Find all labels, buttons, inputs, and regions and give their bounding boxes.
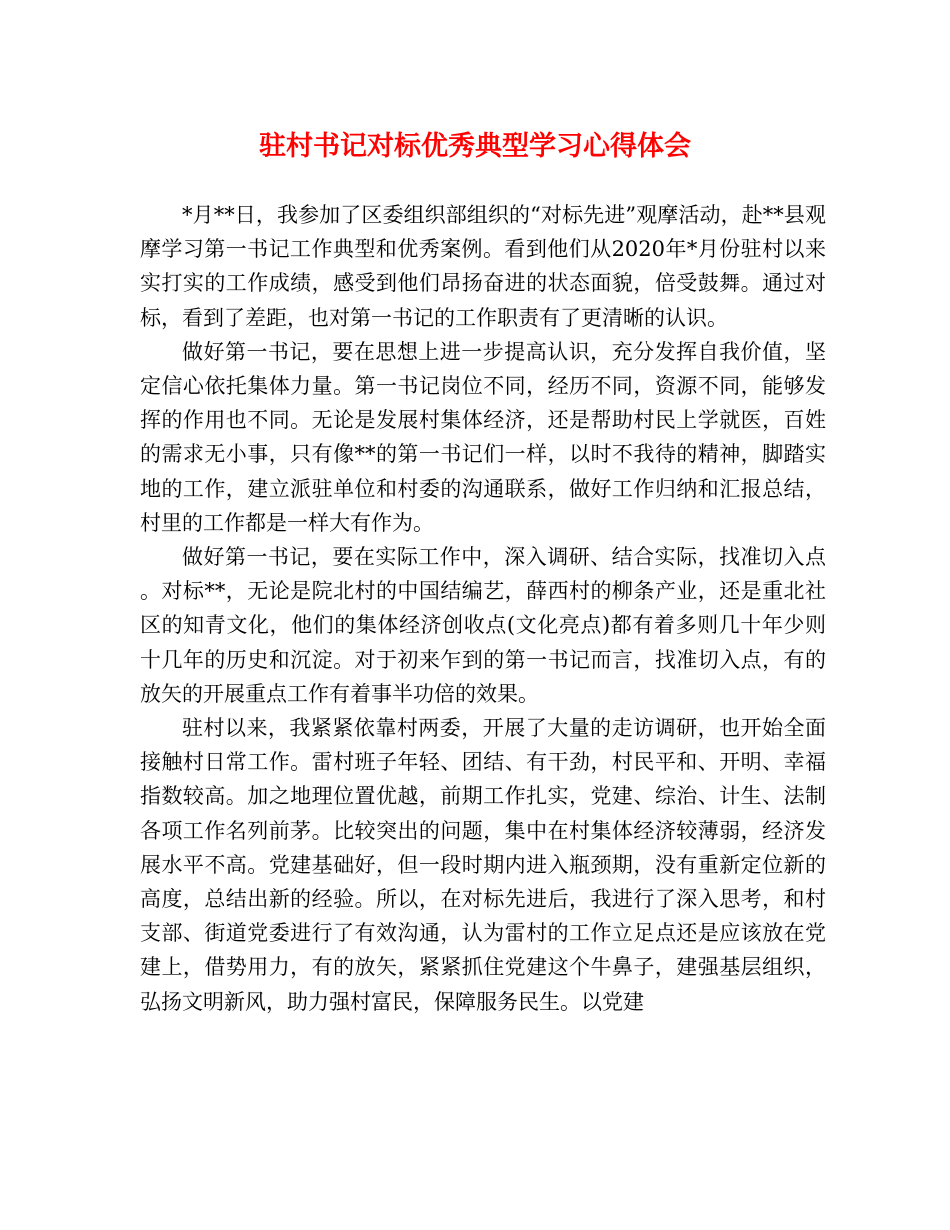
paragraph-1: *月**日，我参加了区委组织部组织的“对标先进”观摩活动，赴**县观摩学习第一书记工作典型和优秀案例。看到他们从2020年*月份驻村以来实打实的工作成绩，感受到他们昂扬奋进的状态面貌，倍受鼓舞。通过对标，看到了差距，也对第一书记的工作职责有了更清晰的认识。	[140, 203, 826, 330]
paragraph-4: 驻村以来，我紧紧依靠村两委，开展了大量的走访调研，也开始全面接触村日常工作。雷村班子年轻、团结、有干劲，村民平和、开明、幸福指数较高。加之地理位置优越，前期工作扎实，党建、综治、计生、法制各项工作名列前茅。比较突出的问题，集中在村集体经济较薄弱，经济发展水平不高。党建基础好，但一段时期内进入瓶颈期，没有重新定位新的高度，总结出新的经验。所以，在对标先进后，我进行了深入思考，和村支部、街道党委进行了有效沟通，认为雷村的工作立足点还是应该放在党建上，借势用力，有的放矢，紧紧抓住党建这个牛鼻子，建强基层组织，弘扬文明新风，助力强村富民，保障服务民生。以党建	[140, 716, 826, 1014]
paragraph-3: 做好第一书记，要在实际工作中，深入调研、结合实际，找准切入点。对标**，无论是院北村的中国结编艺，薛西村的柳条产业，还是重北社区的知青文化，他们的集体经济创收点(文化亮点)都有着多则几十年少则十几年的历史和沉淀。对于初来乍到的第一书记而言，找准切入点，有的放矢的开展重点工作有着事半功倍的效果。	[140, 545, 826, 706]
paragraph-2: 做好第一书记，要在思想上进一步提高认识，充分发挥自我价值，坚定信心依托集体力量。第一书记岗位不同，经历不同，资源不同，能够发挥的作用也不同。无论是发展村集体经济，还是帮助村民上学就医，百姓的需求无小事，只有像**的第一书记们一样，以时不我待的精神，脚踏实地的工作，建立派驻单位和村委的沟通联系，做好工作归纳和汇报总结，村里的工作都是一样大有作为。	[140, 339, 826, 535]
document-title: 驻村书记对标优秀典型学习心得体会	[259, 131, 691, 162]
document-body	[140, 198, 826, 1019]
